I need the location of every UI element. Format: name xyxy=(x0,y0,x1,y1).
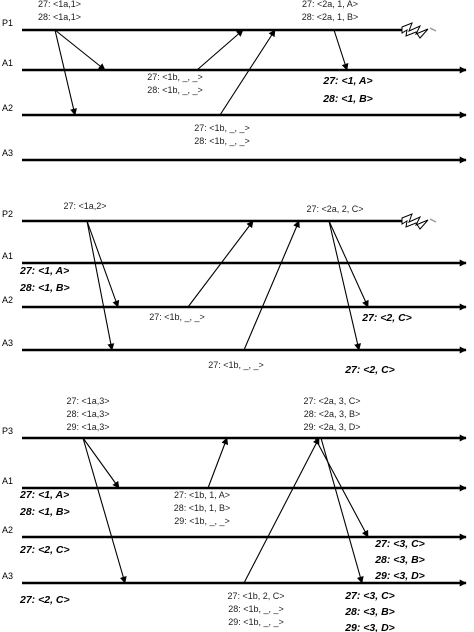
timeline-label: P2 xyxy=(2,209,14,219)
message-arrow-p3-to-a1 xyxy=(83,438,119,488)
timeline-label: A3 xyxy=(2,338,14,348)
decided-value-label: 29: <3, D> xyxy=(345,622,395,632)
panel-p2 xyxy=(2,201,466,376)
decided-value-label: 28: <1, B> xyxy=(20,506,70,518)
message-label: 29: <2a, 3, D> xyxy=(303,422,361,432)
message-label: 28: <2a, 3, B> xyxy=(303,409,361,419)
message-label: 27: <1a,1> xyxy=(38,0,82,9)
decided-value-label: 28: <1, B> xyxy=(323,93,373,105)
timeline-label: A3 xyxy=(2,148,14,158)
decided-value-label: 27: <3, C> xyxy=(375,538,425,550)
message-label: 27: <1b, 2, C> xyxy=(227,591,285,601)
message-label: 29: <1b, _, _> xyxy=(174,516,230,526)
message-arrow-p1-to-a2 xyxy=(55,30,75,115)
decided-value-label: 27: <2, C> xyxy=(20,544,70,556)
decided-value-label: 27: <2, C> xyxy=(345,364,395,376)
crash-shadow xyxy=(430,219,436,222)
panel-p1 xyxy=(2,0,466,160)
message-arrow-a1-to-p3 xyxy=(208,438,227,488)
decided-value-label: 27: <1, A> xyxy=(20,489,70,501)
decided-value-label: 28: <1, B> xyxy=(20,282,70,294)
message-label: 28: <2a, 1, B> xyxy=(301,12,359,22)
message-arrow-p1-to-a1 xyxy=(334,30,347,70)
message-label: 29: <1a,3> xyxy=(66,422,110,432)
timeline-label: A1 xyxy=(2,251,14,261)
timeline-label: P3 xyxy=(2,426,14,436)
crash-lightning-icon xyxy=(402,23,428,38)
timeline-label: P1 xyxy=(2,18,14,28)
message-arrow-p2-to-a3 xyxy=(329,221,359,350)
decided-value-label: 27: <2, C> xyxy=(20,594,70,606)
timeline-label: A2 xyxy=(2,103,14,113)
message-arrow-a3-to-p2 xyxy=(244,221,299,350)
timeline-label: A2 xyxy=(2,525,14,535)
decided-value-label: 27: <1, A> xyxy=(323,75,373,87)
message-label: 27: <2a, 1, A> xyxy=(301,0,359,9)
message-label: 27: <2a, 2, C> xyxy=(306,204,364,214)
decided-value-label: 27: <2, C> xyxy=(362,312,412,324)
decided-value-label: 28: <3, B> xyxy=(345,606,395,618)
timeline-label: A1 xyxy=(2,476,14,486)
message-label: 28: <1b, 1, B> xyxy=(173,503,231,513)
message-label: 27: <2a, 3, C> xyxy=(303,396,361,406)
message-arrow-p2-to-a3 xyxy=(87,221,112,350)
message-label: 29: <1b, _, _> xyxy=(228,617,284,627)
message-label: 28: <1a,3> xyxy=(66,409,110,419)
panel-p3 xyxy=(2,396,466,632)
message-arrow-p3-to-a3 xyxy=(321,438,362,583)
message-label: 28: <1a,1> xyxy=(38,12,82,22)
message-label: 27: <1b, _, _> xyxy=(147,72,203,82)
decided-value-label: 28: <3, B> xyxy=(375,554,425,566)
message-arrow-a3-to-p3 xyxy=(244,438,319,583)
crash-lightning-icon xyxy=(402,214,428,229)
decided-value-label: 27: <1, A> xyxy=(20,265,70,277)
timeline-label: A3 xyxy=(2,571,14,581)
message-label: 28: <1b, _, _> xyxy=(194,136,250,146)
decided-value-label: 27: <3, C> xyxy=(345,590,395,602)
decided-value-label: 29: <3, D> xyxy=(375,570,425,582)
message-label: 27: <1b, _, _> xyxy=(149,312,205,322)
message-arrow-a1-to-p1 xyxy=(197,30,243,70)
message-label: 27: <1a,2> xyxy=(63,201,107,211)
message-label: 27: <1b, 1, A> xyxy=(173,490,231,500)
message-arrow-p3-to-a3 xyxy=(83,438,125,583)
timeline-label: A2 xyxy=(2,295,14,305)
message-label: 28: <1b, _, _> xyxy=(147,85,203,95)
message-label: 27: <1a,3> xyxy=(66,396,110,406)
message-label: 27: <1b, _, _> xyxy=(208,360,264,370)
crash-shadow xyxy=(430,28,436,31)
message-label: 27: <1b, _, _> xyxy=(194,123,250,133)
timeline-label: A1 xyxy=(2,58,14,68)
message-label: 28: <1b, _, _> xyxy=(228,604,284,614)
